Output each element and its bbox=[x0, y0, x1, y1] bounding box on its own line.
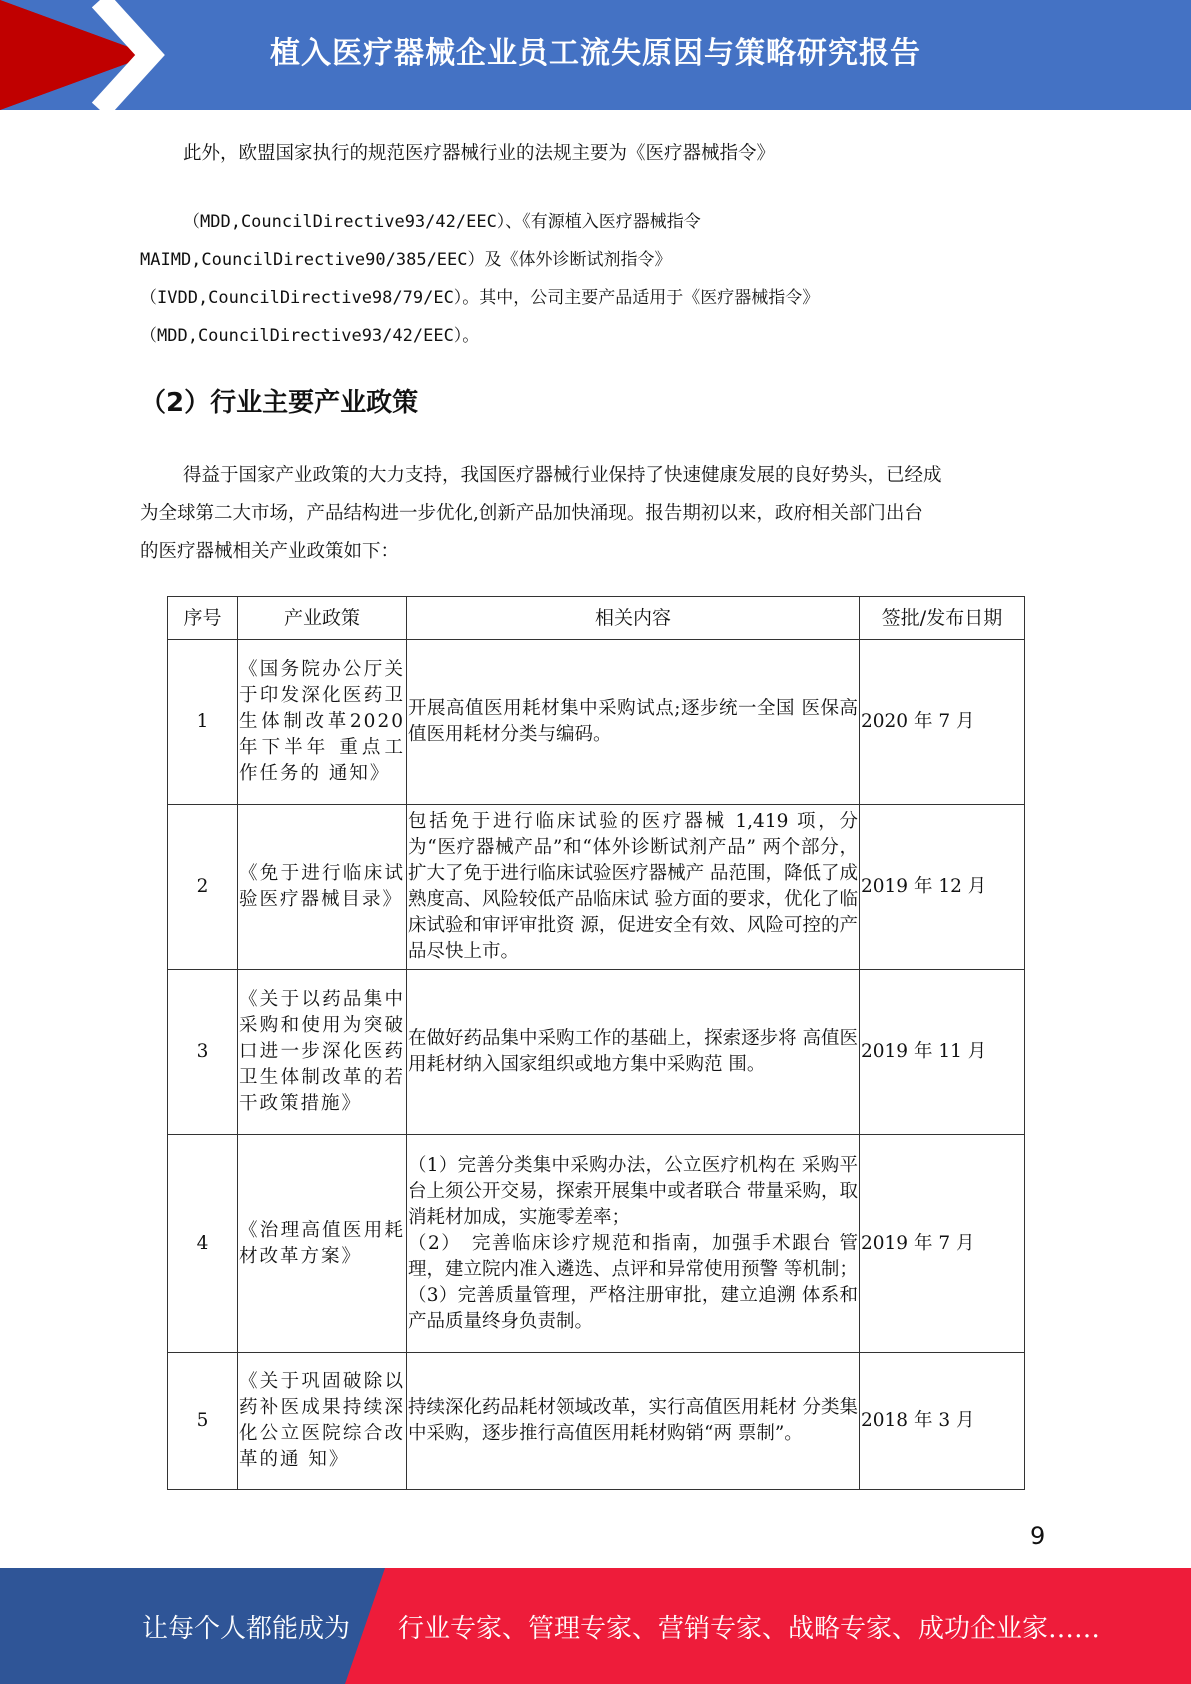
intro-line-2: （MDD,CouncilDirective93/42/EEC）、《有源植入医疗器械指令 bbox=[183, 212, 701, 232]
header-chevron-icon bbox=[0, 0, 175, 110]
row-date: 2020 年 7 月 bbox=[860, 640, 1025, 805]
page-footer bbox=[0, 1568, 1191, 1684]
row-policy-name: 《关于以药品集中采购和使用为突破口进一步深化医药卫生体制改革的若干政策措施》 bbox=[238, 970, 407, 1135]
body-line-2: 为全球第二大市场，产品结构进一步优化,创新产品加快涌现。报告期初以来，政府相关部门出台 bbox=[140, 503, 923, 524]
row-index: 5 bbox=[168, 1353, 238, 1490]
intro-line-1: 此外，欧盟国家执行的规范医疗器械行业的法规主要为《医疗器械指令》 bbox=[183, 143, 776, 164]
header-policy: 产业政策 bbox=[238, 597, 407, 640]
row-content bbox=[407, 1135, 860, 1353]
intro-line-4: （IVDD,CouncilDirective98/79/EC）。其中，公司主要产品适用于《医疗器械指令》 bbox=[140, 288, 820, 308]
policy-table bbox=[167, 596, 1025, 1490]
row-index: 3 bbox=[168, 970, 238, 1135]
row-content-line: （3）完善质量管理，严格注册审批，建立追溯 体系和产品质量终身负责制。 bbox=[408, 1284, 858, 1332]
row-date: 2018 年 3 月 bbox=[860, 1353, 1025, 1490]
header-date: 签批/发布日期 bbox=[860, 597, 1025, 640]
row-index: 2 bbox=[168, 805, 238, 970]
table-row bbox=[168, 640, 1025, 805]
footer-slogan-left: 让每个人都能成为 bbox=[142, 1614, 351, 1644]
row-date: 2019 年 7 月 bbox=[860, 1135, 1025, 1353]
report-title: 植入医疗器械企业员工流失原因与策略研究报告 bbox=[270, 36, 921, 71]
table-row bbox=[168, 970, 1025, 1135]
intro-line-3: MAIMD,CouncilDirective90/385/EEC）及《体外诊断试剂指令》 bbox=[140, 250, 672, 270]
row-date: 2019 年 11 月 bbox=[860, 970, 1025, 1135]
page-header bbox=[0, 0, 1191, 110]
row-policy-name: 《国务院办公厅关于印发深化医药卫生体制改革2020年下半年 重点工作任务的 通知》 bbox=[238, 640, 407, 805]
row-content: 在做好药品集中采购工作的基础上，探索逐步将 高值医用耗材纳入国家组织或地方集中采购范 围。 bbox=[407, 970, 860, 1135]
row-content: 开展高值医用耗材集中采购试点;逐步统一全国 医保高值医用耗材分类与编码。 bbox=[407, 640, 860, 805]
row-policy-name: 《关于巩固破除以药补医成果持续深化公立医院综合改革的通 知》 bbox=[238, 1353, 407, 1490]
row-index: 4 bbox=[168, 1135, 238, 1353]
table-row bbox=[168, 1353, 1025, 1490]
page-number: 9 bbox=[1030, 1522, 1046, 1550]
row-content-line: （1）完善分类集中采购办法，公立医疗机构在 采购平台上须公开交易，探索开展集中或者联合 带量采购，取消耗材加成，实施零差率； bbox=[408, 1154, 858, 1228]
table-row bbox=[168, 805, 1025, 970]
row-policy-name: 《治理高值医用耗材改革方案》 bbox=[238, 1135, 407, 1353]
row-index: 1 bbox=[168, 640, 238, 805]
intro-line-5: （MDD,CouncilDirective93/42/EEC）。 bbox=[140, 326, 480, 346]
body-line-1: 得益于国家产业政策的大力支持，我国医疗器械行业保持了快速健康发展的良好势头，已经成 bbox=[183, 465, 942, 486]
header-content: 相关内容 bbox=[407, 597, 860, 640]
row-content: 包括免于进行临床试验的医疗器械 1,419 项，分 为“医疗器械产品”和“体外诊断试剂产品” 两个部分，扩大了免于进行临床试验医疗器械产 品范围，降低了成熟度高、风险较低产品临床试 验方面的要求，优化了临床试验和审评审批资 源，促进安全有效、风险可控的产品尽快上市。 bbox=[407, 805, 860, 970]
footer-slogan-right: 行业专家、管理专家、营销专家、战略专家、成功企业家…… bbox=[398, 1614, 1101, 1644]
table-row bbox=[168, 1135, 1025, 1353]
header-index: 序号 bbox=[168, 597, 238, 640]
row-content-line: （2） 完善临床诊疗规范和指南，加强手术跟台 管理，建立院内准入遴选、点评和异常使用预警 等机制； bbox=[408, 1232, 858, 1280]
row-content: 持续深化药品耗材领域改革，实行高值医用耗材 分类集中采购，逐步推行高值医用耗材购销“两 票制”。 bbox=[407, 1353, 860, 1490]
row-date: 2019 年 12 月 bbox=[860, 805, 1025, 970]
table-header-row bbox=[168, 597, 1025, 640]
row-policy-name: 《免于进行临床试验医疗器械目录》 bbox=[238, 805, 407, 970]
section-heading: （2）行业主要产业政策 bbox=[140, 388, 419, 418]
body-line-3: 的医疗器械相关产业政策如下： bbox=[140, 541, 400, 562]
